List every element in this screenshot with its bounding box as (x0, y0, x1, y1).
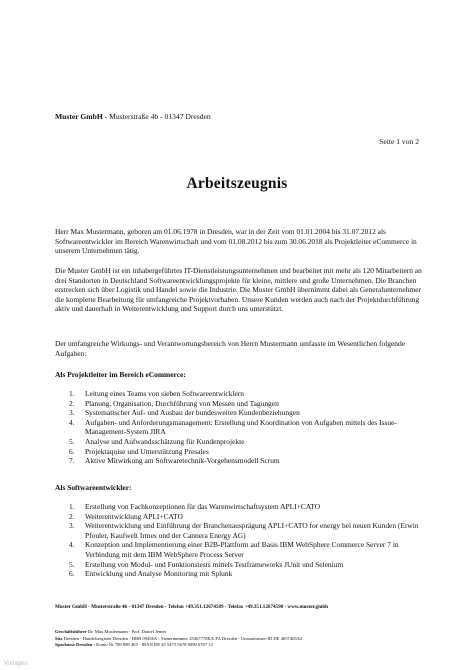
list-item-text: Weiterentwicklung APLI+CATO (85, 511, 183, 521)
footer-registry-value: Dresden - Handelsregister Dresden - HRB 09456X - Steuernummer 25467778KX FA Dresden - Umsatzsteuer-ID DE 4657465X2 (62, 635, 303, 641)
task-list-softwareentwickler (55, 502, 425, 579)
sender-company: Muster GmbH (55, 112, 103, 121)
section-heading-softwareentwickler: Als Softwareentwickler: (55, 483, 132, 492)
document-title: Arbeitszeugnis (186, 175, 288, 192)
sender-address: - Musterstraße 4b - 01347 Dresden (102, 112, 211, 121)
footer-management-line (55, 629, 302, 636)
list-item: 3. Weiterentwicklung und Einführung der Branchenausprägung APLI+CATO for energy bei neuen Kunden (Erwin Pfouler, Kaufwelt Irmes und der Cannera Energy AG) (69, 521, 419, 540)
footer-bank-line (55, 642, 302, 649)
list-item: 4. Konzeption und Implementierung einer B2B-Plattform auf Basis IBM WebSphere Commerce Server 7 in Verbindung mit dem IBM WebSphere Process Server (69, 540, 399, 559)
list-item-text: Erstellung von Fachkonzeptionen für das Warenwirtschaftsystem APLI+CATO (85, 502, 321, 511)
footer-management-label: Geschäftsführer (55, 629, 87, 634)
list-item-text: Systematischer Auf- und Ausbau der bundesweiten Kundenbeziehungen (85, 408, 300, 418)
scope-paragraph: Der umfangreiche Wirkungs- und Verantwortungsbereich von Herrn Mustermann umfasste im Wesentlichen folgende Aufgaben: (55, 339, 406, 358)
list-item: 7. Aktive Mitwirkung am Softwaretechnik-Vorgehensmodell Scrum (69, 456, 280, 466)
footer-company-line: Muster GmbH - Musterstraße 4b - 01347 Dresden - Telefon +49.351.12674589 - Telefax +49.351.12674590 - www.muster.gmbh (55, 604, 328, 610)
list-item-text: Aufgaben- und Anforderungsmanagement: Erstellung und Koordination von Aufgaben mittels des Issue-Management-System JIRA (85, 417, 397, 437)
footer-registry-label: Sitz (55, 635, 63, 641)
list-item-text: Leitung eines Teams von sieben Softwareentwicklern (85, 389, 244, 398)
list-item-text: Konzeption und Implementierung einer B2B-Plattform auf Basis IBM WebSphere Commerce Server 7 in Verbindung mit dem IBM WebSphere Process Server (85, 540, 399, 559)
intro-paragraph: Herr Max Mustermann, geboren am 01.06.1978 in Dresden, war in der Zeit vom 01.01.2004 bis 31.07.2012 als Softwareentwickler im Bereich Warenwirtschaft und vom 01.08.2012 bis zum 30.06.2018 als Projektleiter eCommerce in unserem Unternehmen tätig. (55, 227, 417, 256)
company-paragraph: Die Muster GmbH ist ein inhabergeführtes IT-Dienstleistungsunternehmen und bearbeitet mit mehr als 120 Mitarbeitern an drei Standorten in Deutschland Softwareentwicklungsprojekte für kleine, mittlere und große Unternehmen. Die Branchen erstrecken sich über Logistik und Handel sowie die Industrie. Die Muster GmbH übernimmt dabei als Generalunternehmer die komplette Bearbeitung für umfangreiche Projektvorhaben. Unsere Kunden werden auch nach der Projektdurchführung aktiv und dauerhaft in Weiterentwicklung und Support durch uns unterstützt. (55, 266, 422, 314)
sender-line (55, 112, 211, 121)
footer-management-value: Dr. Max Mustermann - Prof. Daniel Jemes (86, 629, 167, 634)
footer-registry-line (55, 636, 302, 643)
list-item: 6. Projektaquise und Unterstützung Presales (69, 446, 209, 456)
list-item-text: Aktive Mitwirkung am Softwaretechnik-Vorgehensmodell Scrum (85, 456, 280, 466)
list-item-text: Planung, Organisation, Durchführung von Messen und Tagungen (85, 398, 279, 408)
footer-bank-label: Sparkasse Dresden (55, 642, 93, 648)
list-item: 1. Leitung eines Teams von sieben Softwareentwicklern (69, 389, 244, 398)
list-item-text: Analyse und Aufwandsschätzung für Kundenprojekte (85, 436, 245, 446)
footer-meta (55, 629, 302, 649)
task-list-projektleiter (55, 389, 425, 466)
list-item: 2. Planung, Organisation, Durchführung von Messen und Tagungen (69, 398, 279, 408)
section-heading-projektleiter: Als Projektleiter im Bereich eCommerce: (55, 370, 186, 379)
page-number: Seite 1 von 2 (379, 137, 419, 146)
list-item: 2. Weiterentwicklung APLI+CATO (69, 511, 183, 521)
list-item: 6. Entwicklung und Analyse Monitoring mit Splunk (69, 569, 233, 579)
list-item: 1. Erstellung von Fachkonzeptionen für das Warenwirtschaftsystem APLI+CATO (69, 502, 321, 511)
list-item: 4. Aufgaben- und Anforderungsmanagement: Erstellung und Koordination von Aufgaben mittels des Issue-Management-System JIRA (69, 417, 397, 437)
watermark-text: Vorlagen (4, 661, 28, 667)
list-item-text: Erstellung von Modul- und Funktionstests mittels Testframeworks JUnit und Selenium (85, 559, 344, 569)
footer-bank-value: - Konto Nr 788 898 463 - IBAN DE 45 5475 5678 9090 6767 12 (92, 642, 213, 648)
list-item: 3. Systematischer Auf- und Ausbau der bundesweiten Kundenbeziehungen (69, 408, 300, 418)
list-item-text: Entwicklung und Analyse Monitoring mit Splunk (85, 569, 233, 579)
list-item: 5. Analyse und Aufwandsschätzung für Kundenprojekte (69, 436, 245, 446)
list-item-text: Projektaquise und Unterstützung Presales (85, 446, 209, 456)
list-item-text: Weiterentwicklung und Einführung der Branchenausprägung APLI+CATO for energy bei neuen Kunden (Erwin Pfouler, Kaufwelt Irmes und der Cannera Energy AG) (85, 521, 419, 540)
list-item: 5. Erstellung von Modul- und Funktionstests mittels Testframeworks JUnit und Selenium (69, 559, 344, 569)
